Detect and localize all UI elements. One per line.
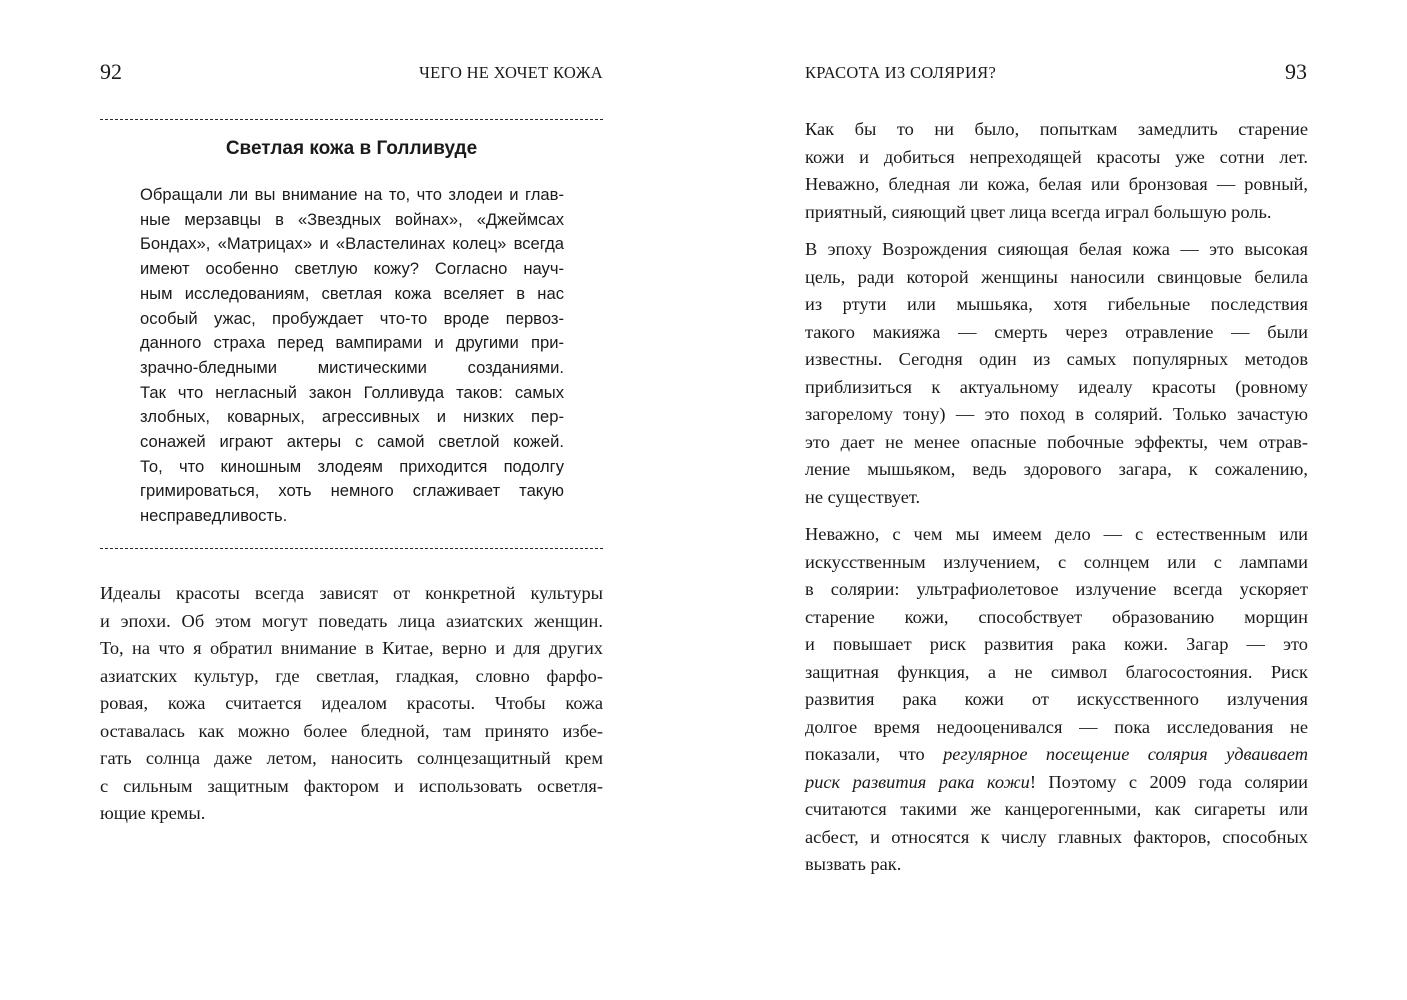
body-line: искусственным излучением, с солнцем или с лампами <box>805 551 1308 572</box>
body-line: азиатских культур, где светлая, гладкая, словно фарфо- <box>100 665 603 686</box>
sidebar-text <box>140 183 564 529</box>
body-line: не существует. <box>805 486 921 507</box>
body-paragraph <box>100 580 603 828</box>
sidebar-line: имеют особенно светлую кожу? Согласно науч- <box>140 259 564 279</box>
sidebar-top-rule <box>100 119 603 120</box>
body-paragraph <box>805 116 1308 226</box>
body-line: Идеалы красоты всегда зависят от конкретной культуры <box>100 583 603 603</box>
body-line: цель, ради которой женщины наносили свинцовые белила <box>805 266 1308 287</box>
body-line: в солярии: ультрафиолетовое излучение всегда ускоряет <box>805 579 1308 599</box>
right-page <box>703 0 1407 1000</box>
body-paragraph <box>805 236 1308 511</box>
body-line: старение кожи, способствует образованию морщин <box>805 606 1308 627</box>
body-line: вызвать рак. <box>805 854 902 874</box>
sidebar-line: То, что киношным злодеям приходится подолгу <box>140 456 564 476</box>
body-line: такого макияжа — смерть через отравление — были <box>805 321 1308 342</box>
plain-text: показали, что <box>805 744 944 764</box>
body-line: это дает не менее опасные побочные эффекты, чем отрав- <box>805 431 1308 452</box>
body-line: кожи и добиться непреходящей красоты уже сотни лет. <box>805 146 1308 167</box>
body-line: асбест, и относятся к числу главных факторов, способных <box>805 826 1308 847</box>
italic-emphasis: риск развития рака кожи <box>805 771 1030 792</box>
plain-text: ! Поэтому с 2009 года солярии <box>1029 771 1308 792</box>
body-line: с сильным защитным фактором и использовать осветля- <box>100 775 603 796</box>
body-line: Как бы то ни было, попыткам замедлить старение <box>805 119 1308 139</box>
left-page <box>0 0 703 1000</box>
body-line: загорелому тону) — это поход в солярий. Только зачастую <box>805 404 1308 424</box>
body-paragraph <box>805 521 1308 879</box>
page-number: 93 <box>1285 59 1307 84</box>
running-head: ЧЕГО НЕ ХОЧЕТ КОЖА <box>419 63 603 82</box>
body-line: известны. Сегодня один из самых популярных методов <box>805 349 1308 369</box>
sidebar-line: Бондах», «Матрицах» и «Властелинах колец» всегда <box>140 234 564 254</box>
body-line: и эпохи. Об этом могут поведать лица азиатских женщин. <box>100 610 603 631</box>
sidebar-bottom-rule <box>100 548 603 549</box>
body-line <box>805 741 1308 769</box>
body-line: В эпоху Возрождения сияющая белая кожа — это высокая <box>805 239 1308 259</box>
body-line: оставалась как можно более бледной, там принято избе- <box>100 720 603 741</box>
body-line: гать солнца даже летом, наносить солнцезащитный крем <box>100 748 603 768</box>
body-line: приятный, сияющий цвет лица всегда играл большую роль. <box>805 201 1272 222</box>
sidebar-line: несправедливость. <box>140 506 288 526</box>
sidebar-title: Светлая кожа в Голливуде <box>225 138 478 159</box>
sidebar-line: особый ужас, пробуждает что-то вроде первоз- <box>140 308 564 328</box>
body-line: считаются такими же канцерогенными, как сигареты или <box>805 799 1308 819</box>
sidebar-line: злобных, коварных, агрессивных и низких пер- <box>140 407 564 427</box>
page-number: 92 <box>100 59 122 84</box>
body-line <box>805 769 1308 797</box>
sidebar-line: ные мерзавцы в «Звездных войнах», «Джеймсах <box>140 209 564 229</box>
body-line: и повышает риск развития рака кожи. Загар — это <box>805 634 1308 654</box>
sidebar-line: зрачно-бледными мистическими созданиями. <box>140 357 564 377</box>
body-line: развития рака кожи от искусственного излучения <box>805 689 1308 709</box>
body-line: долгое время недооценивался — пока исследования не <box>805 716 1308 737</box>
body-line: Неважно, с чем мы имеем дело — с естественным или <box>805 524 1308 544</box>
running-head: КРАСОТА ИЗ СОЛЯРИЯ? <box>805 63 997 82</box>
italic-emphasis: регулярное посещение солярия удваивает <box>943 744 1308 764</box>
sidebar-line: данного страха перед вампирами и другими при- <box>140 333 564 353</box>
body-line: ровая, кожа считается идеалом красоты. Чтобы кожа <box>100 693 603 713</box>
body-line: ющие кремы. <box>100 803 206 823</box>
body-line: приблизиться к актуальному идеалу красоты (ровному <box>805 376 1308 397</box>
sidebar-line: Так что негласный закон Голливуда таков: самых <box>140 382 564 402</box>
body-line: защитная функция, а не символ благосостояния. Риск <box>805 661 1308 682</box>
body-line: То, на что я обратил внимание в Китае, верно и для других <box>100 638 603 658</box>
sidebar-line: Обращали ли вы внимание на то, что злодеи и глав- <box>140 185 564 204</box>
sidebar-line: ным исследованиям, светлая кожа вселяет в нас <box>140 283 564 303</box>
body-line: ление мышьяком, ведь здорового загара, к сожалению, <box>805 459 1308 479</box>
sidebar-line: гримироваться, хоть немного сглаживает такую <box>140 481 564 501</box>
body-line: из ртути или мышьяка, хотя гибельные последствия <box>805 294 1308 314</box>
body-line: Неважно, бледная ли кожа, белая или бронзовая — ровный, <box>805 174 1308 194</box>
sidebar-line: сонажей играют актеры с самой светлой кожей. <box>140 432 564 452</box>
